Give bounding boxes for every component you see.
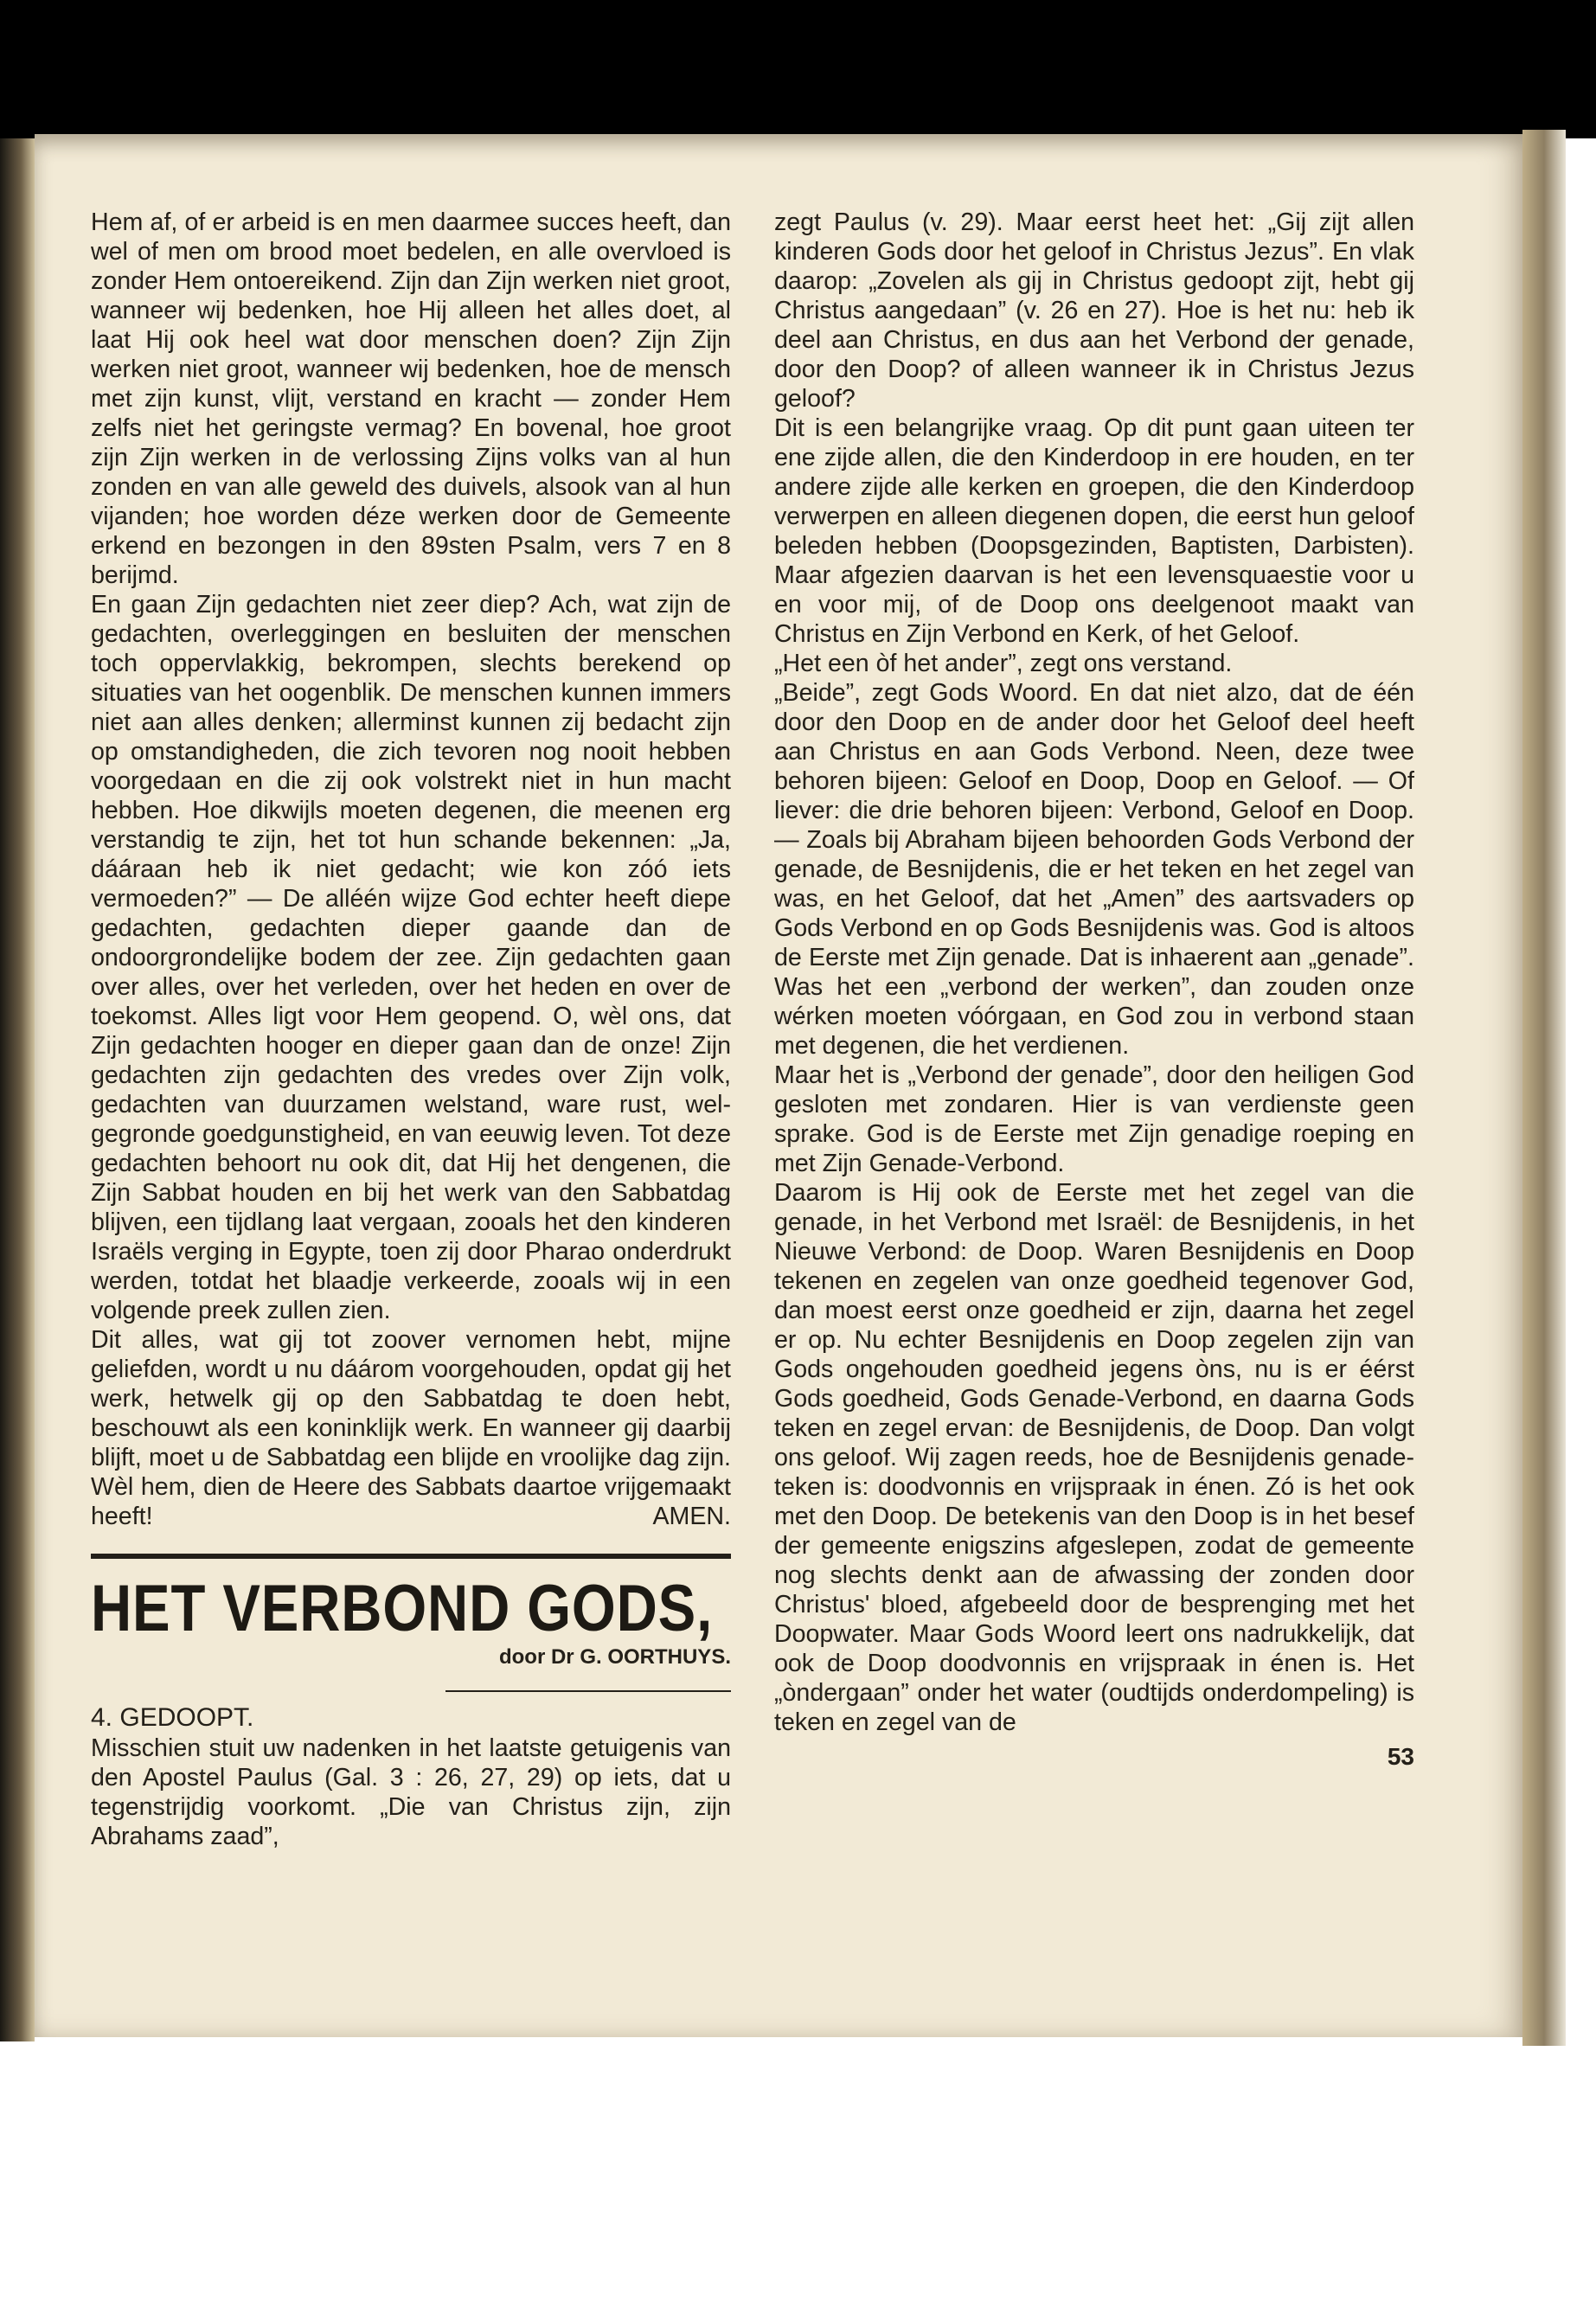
byline-underline: [445, 1690, 731, 1692]
sermon-paragraph-2: En gaan Zijn gedachten niet zeer diep? Ach, wat zijn de gedachten, overleggingen en besluiten der menschen toch oppervlakkig, bekrompen, slechts berekend op situaties van het oogenblik. De menschen kunnen immers niet aan alles denken; allerminst kunnen zij bedacht zijn op omstandigheden, die zich tevoren nog nooit hebben voorgedaan en die zij ook volstrekt niet in hun macht hebben. Hoe dikwijls moeten degenen, die meenen erg verstandig te zijn, het tot hun schande bekennen: „Ja, dááraan heb ik niet gedacht; wie kon zóó iets vermoeden?” — De alléén wijze God echter heeft diepe gedachten, gedachten dieper gaande dan de ondoorgrondelijke bodem der zee. Zijn gedachten gaan over alles, over het verleden, over het heden en over de toekomst. Alles ligt voor Hem geopend. O, wèl ons, dat Zijn gedachten hooger en dieper gaan dan de onze! Zijn gedachten zijn gedachten des vredes over Zijn volk, gedachten van duurzamen welstand, ware rust, wel-gegronde goedgunstigheid, en van eeuwig leven. Tot deze gedachten behoort nu ook dit, dat Hij het dengenen, die Zijn Sabbat houden en bij het werk van den Sabbatdag blijven, een tijdlang laat vergaan, zooals het den kinderen Israëls verging in Egypte, toen zij door Pharao onderdrukt werden, totdat het blaadje verkeerde, zooals wij in een volgende preek zullen zien.: [91, 591, 731, 1324]
left-column: [91, 208, 731, 1851]
article-paragraph-3: Dit is een belangrijke vraag. Op dit punt gaan uiteen ter ene zijde allen, die den Kinderdoop in ere houden, en ter andere zijde alle kerken en groepen, die den Kinderdoop verwerpen en alleen diegenen dopen, die eerst hun geloof beleden hebben (Doopsgezinden, Baptisten, Darbisten). Maar afgezien daarvan is het een levensquaestie voor u en voor mij, of de Doop ons deelgenoot maakt van Christus en Zijn Verbond en Kerk, of het Geloof.: [774, 414, 1414, 648]
right-column: [774, 208, 1414, 1772]
book-spine: [0, 138, 35, 2041]
page-number: 53: [1387, 1743, 1414, 1770]
sermon-paragraph-1: Hem af, of er arbeid is en men daarmee succes heeft, dan wel of men om brood moet bedelen, en alle overvloed is zonder Hem ontoereikend. Zijn dan Zijn werken niet groot, wanneer wij bedenken, hoe Hij alleen het alles doet, al laat Hij ook heel wat door menschen doen? Zijn Zijn werken niet groot, wanneer wij bedenken, hoe de mensch met zijn kunst, vlijt, verstand en kracht — zonder Hem zelfs niet het geringste vermag? En bovenal, hoe groot zijn Zijn werken in de verlossing Zijns volks van al hun zonden en van alle geweld des duivels, alsook van al hun vijanden; hoe worden déze werken door de Gemeente erkend en bezongen in den 89sten Psalm, vers 7 en 8 berijmd.: [91, 208, 731, 589]
byline-underline-wrap: [91, 1670, 731, 1699]
article-subheading: 4. GEDOOPT.: [91, 1703, 254, 1732]
sermon-paragraph-3: [91, 1325, 731, 1531]
scan-border-top: [0, 0, 1596, 138]
amen-text: AMEN.: [652, 1503, 731, 1530]
article-paragraph-5: „Beide”, zegt Gods Woord. En dat niet alzo, dat de één door den Doop en de ander door het Geloof deel heeft aan Christus en aan Gods Verbond. Neen, deze twee behoren bijeen: Geloof en Doop, Doop en Geloof. — Of liever: die drie behoren bijeen: Verbond, Geloof en Doop. — Zoals bij Abraham bijeen behoorden Gods Verbond der genade, de Besnijdenis, die er het teken en het zegel van was, en het Geloof, dat het „Amen” des aartsvaders op Gods Verbond en op Gods Besnijdenis was. God is altoos de Eerste met Zijn genade. Dat is inhaerent aan „genade”. Was het een „verbond der werken”, dan zouden onze wérken moeten vóórgaan, en God zou in verbond staan met degenen, die het verdienen.: [774, 679, 1414, 1060]
article-paragraph-4: „Het een òf het ander”, zegt ons verstand.: [774, 650, 1233, 677]
article-title: HET VERBOND GODS,: [91, 1572, 714, 1645]
page-edge: [1522, 130, 1566, 2046]
section-divider: [91, 1554, 731, 1559]
sermon-closing-text: Dit alles, wat gij tot zoover vernomen hebt, mijne geliefden, wordt u nu dáárom voorgehouden, opdat gij het werk, hetwelk gij op den Sabbatdag te doen hebt, beschouwt als een koninklijk werk. En wanneer gij daarbij blijft, moet u de Sabbatdag een blijde en vroolijke dag zijn. Wèl hem, dien de Heere des Sabbats daartoe vrijgemaakt heeft!: [91, 1326, 731, 1530]
article-paragraph-1: Misschien stuit uw nadenken in het laatste getuigenis van den Apostel Paulus (Gal. 3 : 26, 27, 29) op iets, dat u tegenstrijdig voorkomt. „Die van Christus zijn, zijn Abrahams zaad”,: [91, 1734, 731, 1850]
article-byline: door Dr G. OORTHUYS.: [498, 1645, 731, 1669]
article-paragraph-2: zegt Paulus (v. 29). Maar eerst heet het: „Gij zijt allen kinderen Gods door het geloof in Christus Jezus”. En vlak daarop: „Zovelen als gij in Christus gedoopt zijt, hebt gij Christus aangedaan” (v. 26 en 27). Hoe is het nu: heb ik deel aan Christus, en dus aan het Verbond der genade, door den Doop? of alleen wanneer ik in Christus Jezus geloof?: [774, 208, 1414, 413]
article-paragraph-7: Daarom is Hij ook de Eerste met het zegel van die genade, in het Verbond met Israël: de Besnijdenis, in het Nieuwe Verbond: de Doop. Waren Besnijdenis en Doop tekenen en zegelen van onze goedheid tegenover God, dan moest eerst onze goedheid er zijn, daarna het zegel er op. Nu echter Besnijdenis en Doop zegelen zijn van Gods ongehouden goedheid jegens òns, nu is er éérst Gods goedheid, Gods Genade-Verbond, en daarna Gods teken en zegel ervan: de Besnijdenis, de Doop. Dan volgt ons geloof. Wij zagen reeds, hoe de Besnijdenis genade-teken is: doodvonnis en vrijspraak in énen. Zó is het ook met den Doop. De betekenis van den Doop is in het besef der gemeente enigszins afgeslepen, zodat de gemeente nog slechts denkt aan de afwassing der zonden door Christus' bloed, afgebeeld door de besprenging met het Doopwater. Maar Gods Woord leert ons nadrukkelijk, dat ook de Doop doodvonnis en vrijspraak in énen is. Het „òndergaan” onder het water (oudtijds onderdompeling) is teken en zegel van de: [774, 1179, 1414, 1736]
article-paragraph-6: Maar het is „Verbond der genade”, door den heiligen God gesloten met zondaren. Hier is van verdienste geen sprake. God is de Eerste met Zijn genadige roeping en met Zijn Genade-Verbond.: [774, 1061, 1414, 1177]
